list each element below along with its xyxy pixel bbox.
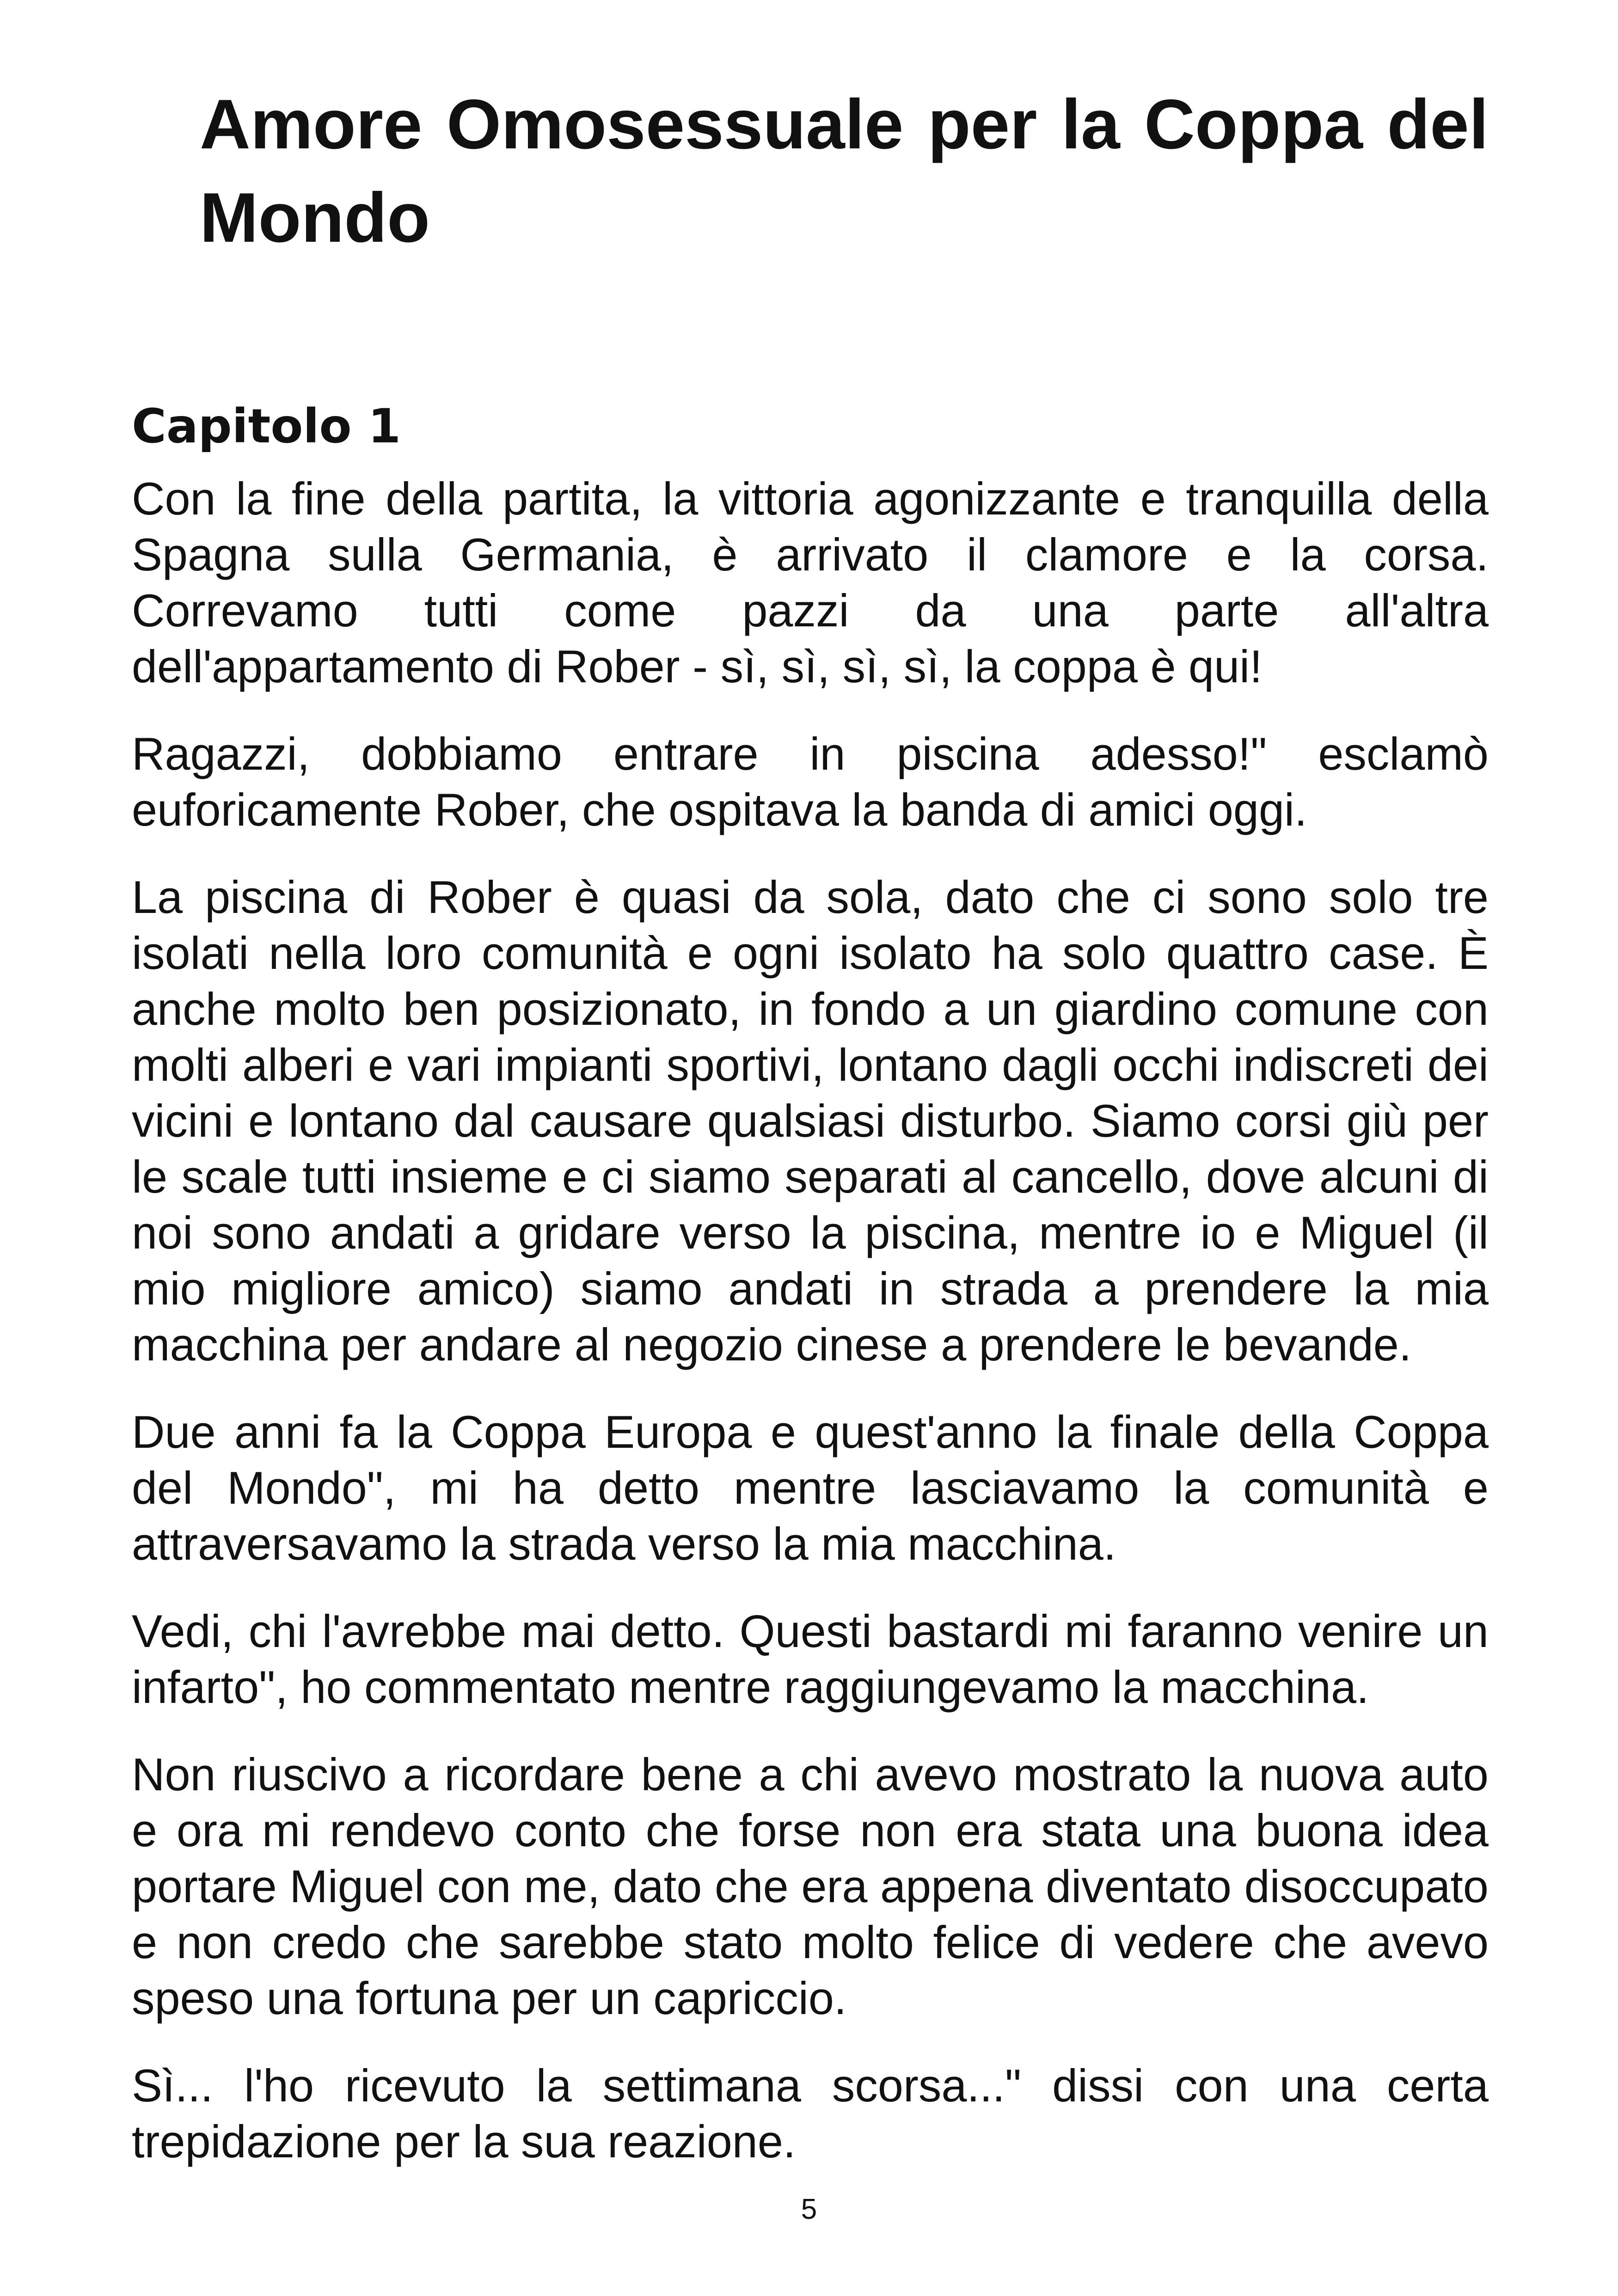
paragraph-5: Vedi, chi l'avrebbe mai detto. Questi bastardi mi faranno venire un infarto", ho commentato mentre raggiungevamo la macchina.	[132, 1605, 1489, 1713]
paragraph-2: Ragazzi, dobbiamo entrare in piscina adesso!" esclamò euforicamente Rober, che ospitava la banda di amici oggi.	[132, 728, 1489, 835]
book-title: Amore Omosessuale per la Coppa del Mondo	[200, 85, 1489, 257]
chapter-heading: Capitolo 1	[132, 399, 401, 454]
paragraph-4: Due anni fa la Coppa Europa e quest'anno la finale della Coppa del Mondo", mi ha detto mentre lasciavamo la comunità e attraversavamo la strada verso la mia macchina.	[132, 1406, 1489, 1569]
chapter-body	[132, 471, 1489, 2201]
paragraph-6: Non riuscivo a ricordare bene a chi avevo mostrato la nuova auto e ora mi rendevo conto che forse non era stata una buona idea portare Miguel con me, dato che era appena diventato disoccupato e non credo che sarebbe stato molto felice di vedere che avevo speso una fortuna per un capriccio.	[132, 1749, 1489, 2024]
paragraph-3: La piscina di Rober è quasi da sola, dato che ci sono solo tre isolati nella loro comunità e ogni isolato ha solo quattro case. È anche molto ben posizionato, in fondo a un giardino comune con molti alberi e vari impianti sportivi, lontano dagli occhi indiscreti dei vicini e lontano dal causare qualsiasi disturbo. Siamo corsi giù per le scale tutti insieme e ci siamo separati al cancello, dove alcuni di noi sono andati a gridare verso la piscina, mentre io e Miguel (il mio migliore amico) siamo andati in strada a prendere la mia macchina per andare al negozio cinese a prendere le bevande.	[132, 871, 1489, 1370]
paragraph-7: Sì... l'ho ricevuto la settimana scorsa..." dissi con una certa trepidazione per la sua reazione.	[132, 2060, 1489, 2167]
paragraph-1: Con la fine della partita, la vittoria agonizzante e tranquilla della Spagna sulla Germania, è arrivato il clamore e la corsa. Correvamo tutti come pazzi da una parte all'altra dell'appartamento di Rober - sì, sì, sì, sì, la coppa è qui!	[132, 473, 1489, 692]
page-number: 5	[801, 2193, 817, 2225]
